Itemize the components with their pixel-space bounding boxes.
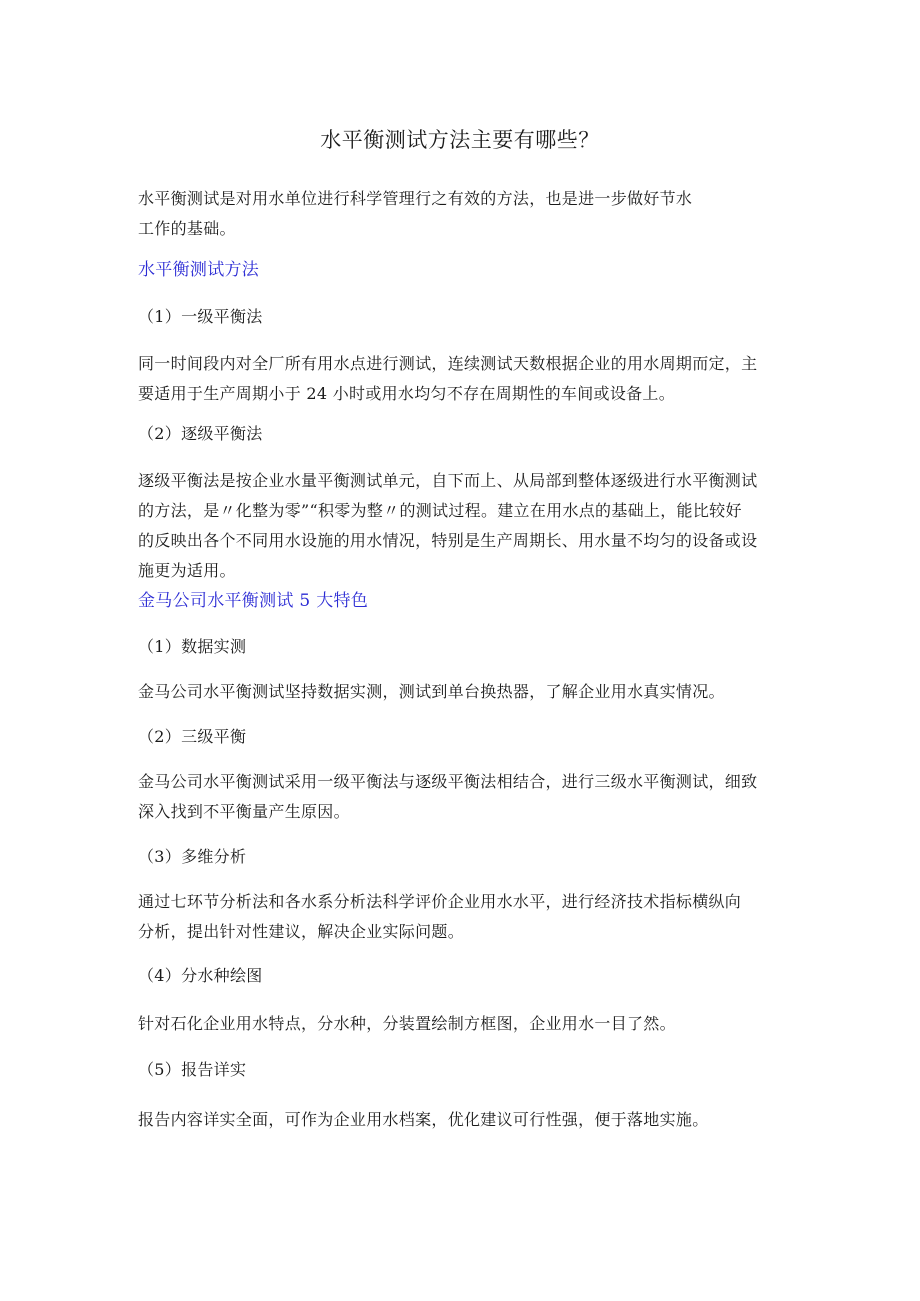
paragraph-line: 逐级平衡法是按企业水量平衡测试单元，自下而上、从局部到整体逐级进行水平衡测试 — [138, 471, 758, 490]
paragraph-line: 金马公司水平衡测试坚持数据实测，测试到单台换热器，了解企业用水真实情况。 — [138, 682, 725, 701]
paragraph-line: 报告内容详实全面，可作为企业用水档案，优化建议可行性强，便于落地实施。 — [138, 1110, 709, 1129]
method-paragraph — [138, 466, 788, 586]
intro-paragraph — [138, 184, 788, 244]
paragraph-line: 分析，提出针对性建议，解决企业实际问题。 — [138, 922, 465, 941]
document-title: 水平衡测试方法主要有哪些？ — [320, 128, 600, 152]
feature-label: （3）多维分析 — [138, 847, 247, 866]
paragraph-line: 施更为适用。 — [138, 561, 236, 580]
intro-line: 工作的基础。 — [138, 219, 236, 238]
method-paragraph — [138, 349, 788, 409]
paragraph-line: 的方法，是〃化整为零”“积零为整〃的测试过程。建立在用水点的基础上，能比较好 — [138, 501, 742, 520]
feature-label: （5）报告详实 — [138, 1060, 247, 1079]
paragraph-line: 同一时间段内对全厂所有用水点进行测试，连续测试天数根据企业的用水周期而定，主 — [138, 354, 758, 373]
paragraph-line: 针对石化企业用水特点，分水种，分装置绘制方框图，企业用水一目了然。 — [138, 1014, 676, 1033]
section-heading-features: 金马公司水平衡测试 5 大特色 — [138, 591, 369, 611]
feature-paragraph — [138, 1009, 788, 1039]
feature-paragraph — [138, 1105, 788, 1135]
feature-paragraph — [138, 887, 788, 947]
feature-paragraph — [138, 767, 788, 827]
feature-paragraph — [138, 677, 788, 707]
feature-label: （2）三级平衡 — [138, 727, 247, 746]
feature-label: （4）分水种绘图 — [138, 966, 263, 985]
paragraph-line: 的反映出各个不同用水设施的用水情况，特别是生产周期长、用水量不均匀的设备或设 — [138, 531, 758, 550]
paragraph-line: 金马公司水平衡测试采用一级平衡法与逐级平衡法相结合，进行三级水平衡测试，细致 — [138, 772, 758, 791]
paragraph-line: 深入找到不平衡量产生原因。 — [138, 802, 350, 821]
paragraph-line: 通过七环节分析法和各水系分析法科学评价企业用水水平，进行经济技术指标横纵向 — [138, 892, 742, 911]
method-label: （1）一级平衡法 — [138, 307, 263, 326]
intro-line: 水平衡测试是对用水单位进行科学管理行之有效的方法，也是进一步做好节水 — [138, 189, 693, 208]
method-label: （2）逐级平衡法 — [138, 424, 263, 443]
paragraph-line: 要适用于生产周期小于 24 小时或用水均匀不存在周期性的车间或设备上。 — [138, 384, 676, 403]
section-heading-methods: 水平衡测试方法 — [138, 260, 260, 280]
feature-label: （1）数据实测 — [138, 637, 247, 656]
